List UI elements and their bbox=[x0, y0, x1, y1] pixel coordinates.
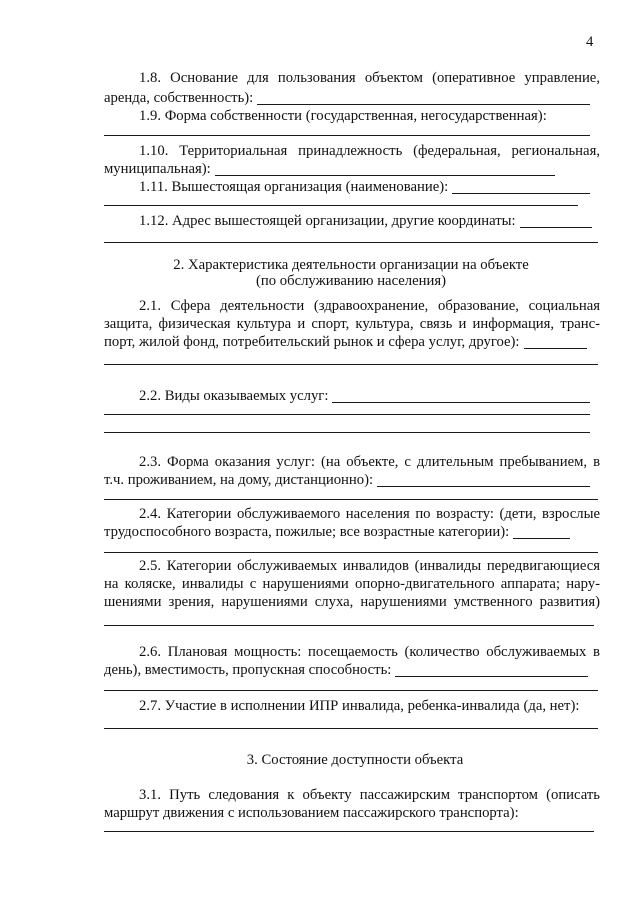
item-1-8-blank-line bbox=[257, 89, 590, 105]
item-1-10-line-2 bbox=[104, 160, 555, 178]
item-2-7-line-1: 2.7. Участие в исполнении ИПР инвалида, ребенка-инвалида (да, нет): bbox=[139, 698, 580, 714]
item-1-12-blank-line bbox=[520, 212, 592, 228]
item-2-5-line-3: шениями зрения, нарушениями слуха, нарушениями умственного развития) bbox=[104, 594, 600, 610]
item-1-12-line-1 bbox=[139, 212, 592, 230]
item-3-1-line-2: маршрут движения с использованием пассажирского транспорта): bbox=[104, 805, 519, 821]
item-2-1-line-2: защита, физическая культура и спорт, культура, связь и информация, транс- bbox=[104, 316, 600, 332]
item-1-12-blank-line-2 bbox=[104, 242, 598, 243]
item-2-7-blank-line bbox=[104, 728, 598, 729]
item-2-6-blank-line-2 bbox=[104, 690, 598, 691]
item-1-11-blank-line bbox=[452, 178, 590, 194]
item-2-5-blank-line bbox=[104, 625, 594, 626]
item-2-1-blank-line-2 bbox=[104, 364, 598, 365]
item-3-1-line-1: 3.1. Путь следования к объекту пассажирским транспортом (описать bbox=[139, 787, 600, 803]
page-number: 4 bbox=[586, 34, 594, 50]
item-2-5-line-1: 2.5. Категории обслуживаемых инвалидов (инвалиды передвигающиеся bbox=[139, 558, 600, 574]
item-1-8-line-1: 1.8. Основание для пользования объектом (оперативное управление, bbox=[139, 70, 600, 86]
item-2-1-line-3 bbox=[104, 333, 587, 351]
item-2-6-line-1: 2.6. Плановая мощность: посещаемость (количество обслуживаемых в bbox=[139, 644, 600, 660]
item-1-11-line-1 bbox=[139, 178, 590, 196]
item-2-1-blank-line bbox=[524, 333, 588, 349]
item-2-5-line-2: на коляске, инвалиды с нарушениями опорно-двигательного аппарата; нару- bbox=[104, 576, 600, 592]
item-2-1-line-1: 2.1. Сфера деятельности (здравоохранение, образование, социальная bbox=[139, 298, 600, 314]
item-3-1-blank-line bbox=[104, 831, 594, 832]
item-1-11-text: 1.11. Вышестоящая организация (наименование): bbox=[139, 179, 449, 195]
item-2-4-blank-line-2 bbox=[104, 552, 598, 553]
item-1-8-text: аренда, собственность): bbox=[104, 90, 254, 106]
item-1-11-blank-line-2 bbox=[104, 205, 578, 206]
item-2-4-blank-line bbox=[513, 523, 570, 539]
item-2-3-blank-line-2 bbox=[104, 499, 598, 500]
item-2-2-line-1 bbox=[139, 387, 590, 405]
item-2-3-line-1: 2.3. Форма оказания услуг: (на объекте, с длительным пребыванием, в bbox=[139, 454, 600, 470]
item-2-2-blank-line-2 bbox=[104, 414, 590, 415]
item-2-1-text: порт, жилой фонд, потребительский рынок и сфера услуг, другое): bbox=[104, 334, 520, 350]
item-2-2-blank-line-3 bbox=[104, 432, 590, 433]
item-1-10-line-1: 1.10. Территориальная принадлежность (федеральная, региональная, bbox=[139, 143, 600, 159]
item-1-12-text: 1.12. Адрес вышестоящей организации, другие координаты: bbox=[139, 213, 516, 229]
section-2-heading: 2. Характеристика деятельности организации на объекте bbox=[173, 257, 529, 273]
item-2-4-line-2 bbox=[104, 523, 570, 541]
item-1-8-line-2 bbox=[104, 89, 590, 107]
item-1-9-blank-line bbox=[104, 135, 590, 136]
item-2-4-line-1: 2.4. Категории обслуживаемого населения по возрасту: (дети, взрослые bbox=[139, 506, 600, 522]
item-2-2-blank-line bbox=[332, 387, 590, 403]
item-2-3-blank-line bbox=[377, 471, 590, 487]
item-2-6-line-2 bbox=[104, 661, 588, 679]
item-1-10-blank-line bbox=[215, 160, 555, 176]
item-2-6-blank-line bbox=[395, 661, 588, 677]
item-2-4-text: трудоспособного возраста, пожилые; все возрастные категории): bbox=[104, 524, 510, 540]
item-2-3-text: т.ч. проживанием, на дому, дистанционно): bbox=[104, 472, 374, 488]
section-3-heading: 3. Состояние доступности объекта bbox=[246, 752, 464, 768]
item-1-10-text: муниципальная): bbox=[104, 161, 211, 177]
item-1-9-line-1: 1.9. Форма собственности (государственная, негосударственная): bbox=[139, 108, 547, 124]
item-2-6-text: день), вместимость, пропускная способность: bbox=[104, 662, 392, 678]
section-2-subheading: (по обслуживанию населения) bbox=[255, 273, 447, 289]
item-2-3-line-2 bbox=[104, 471, 590, 489]
item-2-2-text: 2.2. Виды оказываемых услуг: bbox=[139, 388, 329, 404]
